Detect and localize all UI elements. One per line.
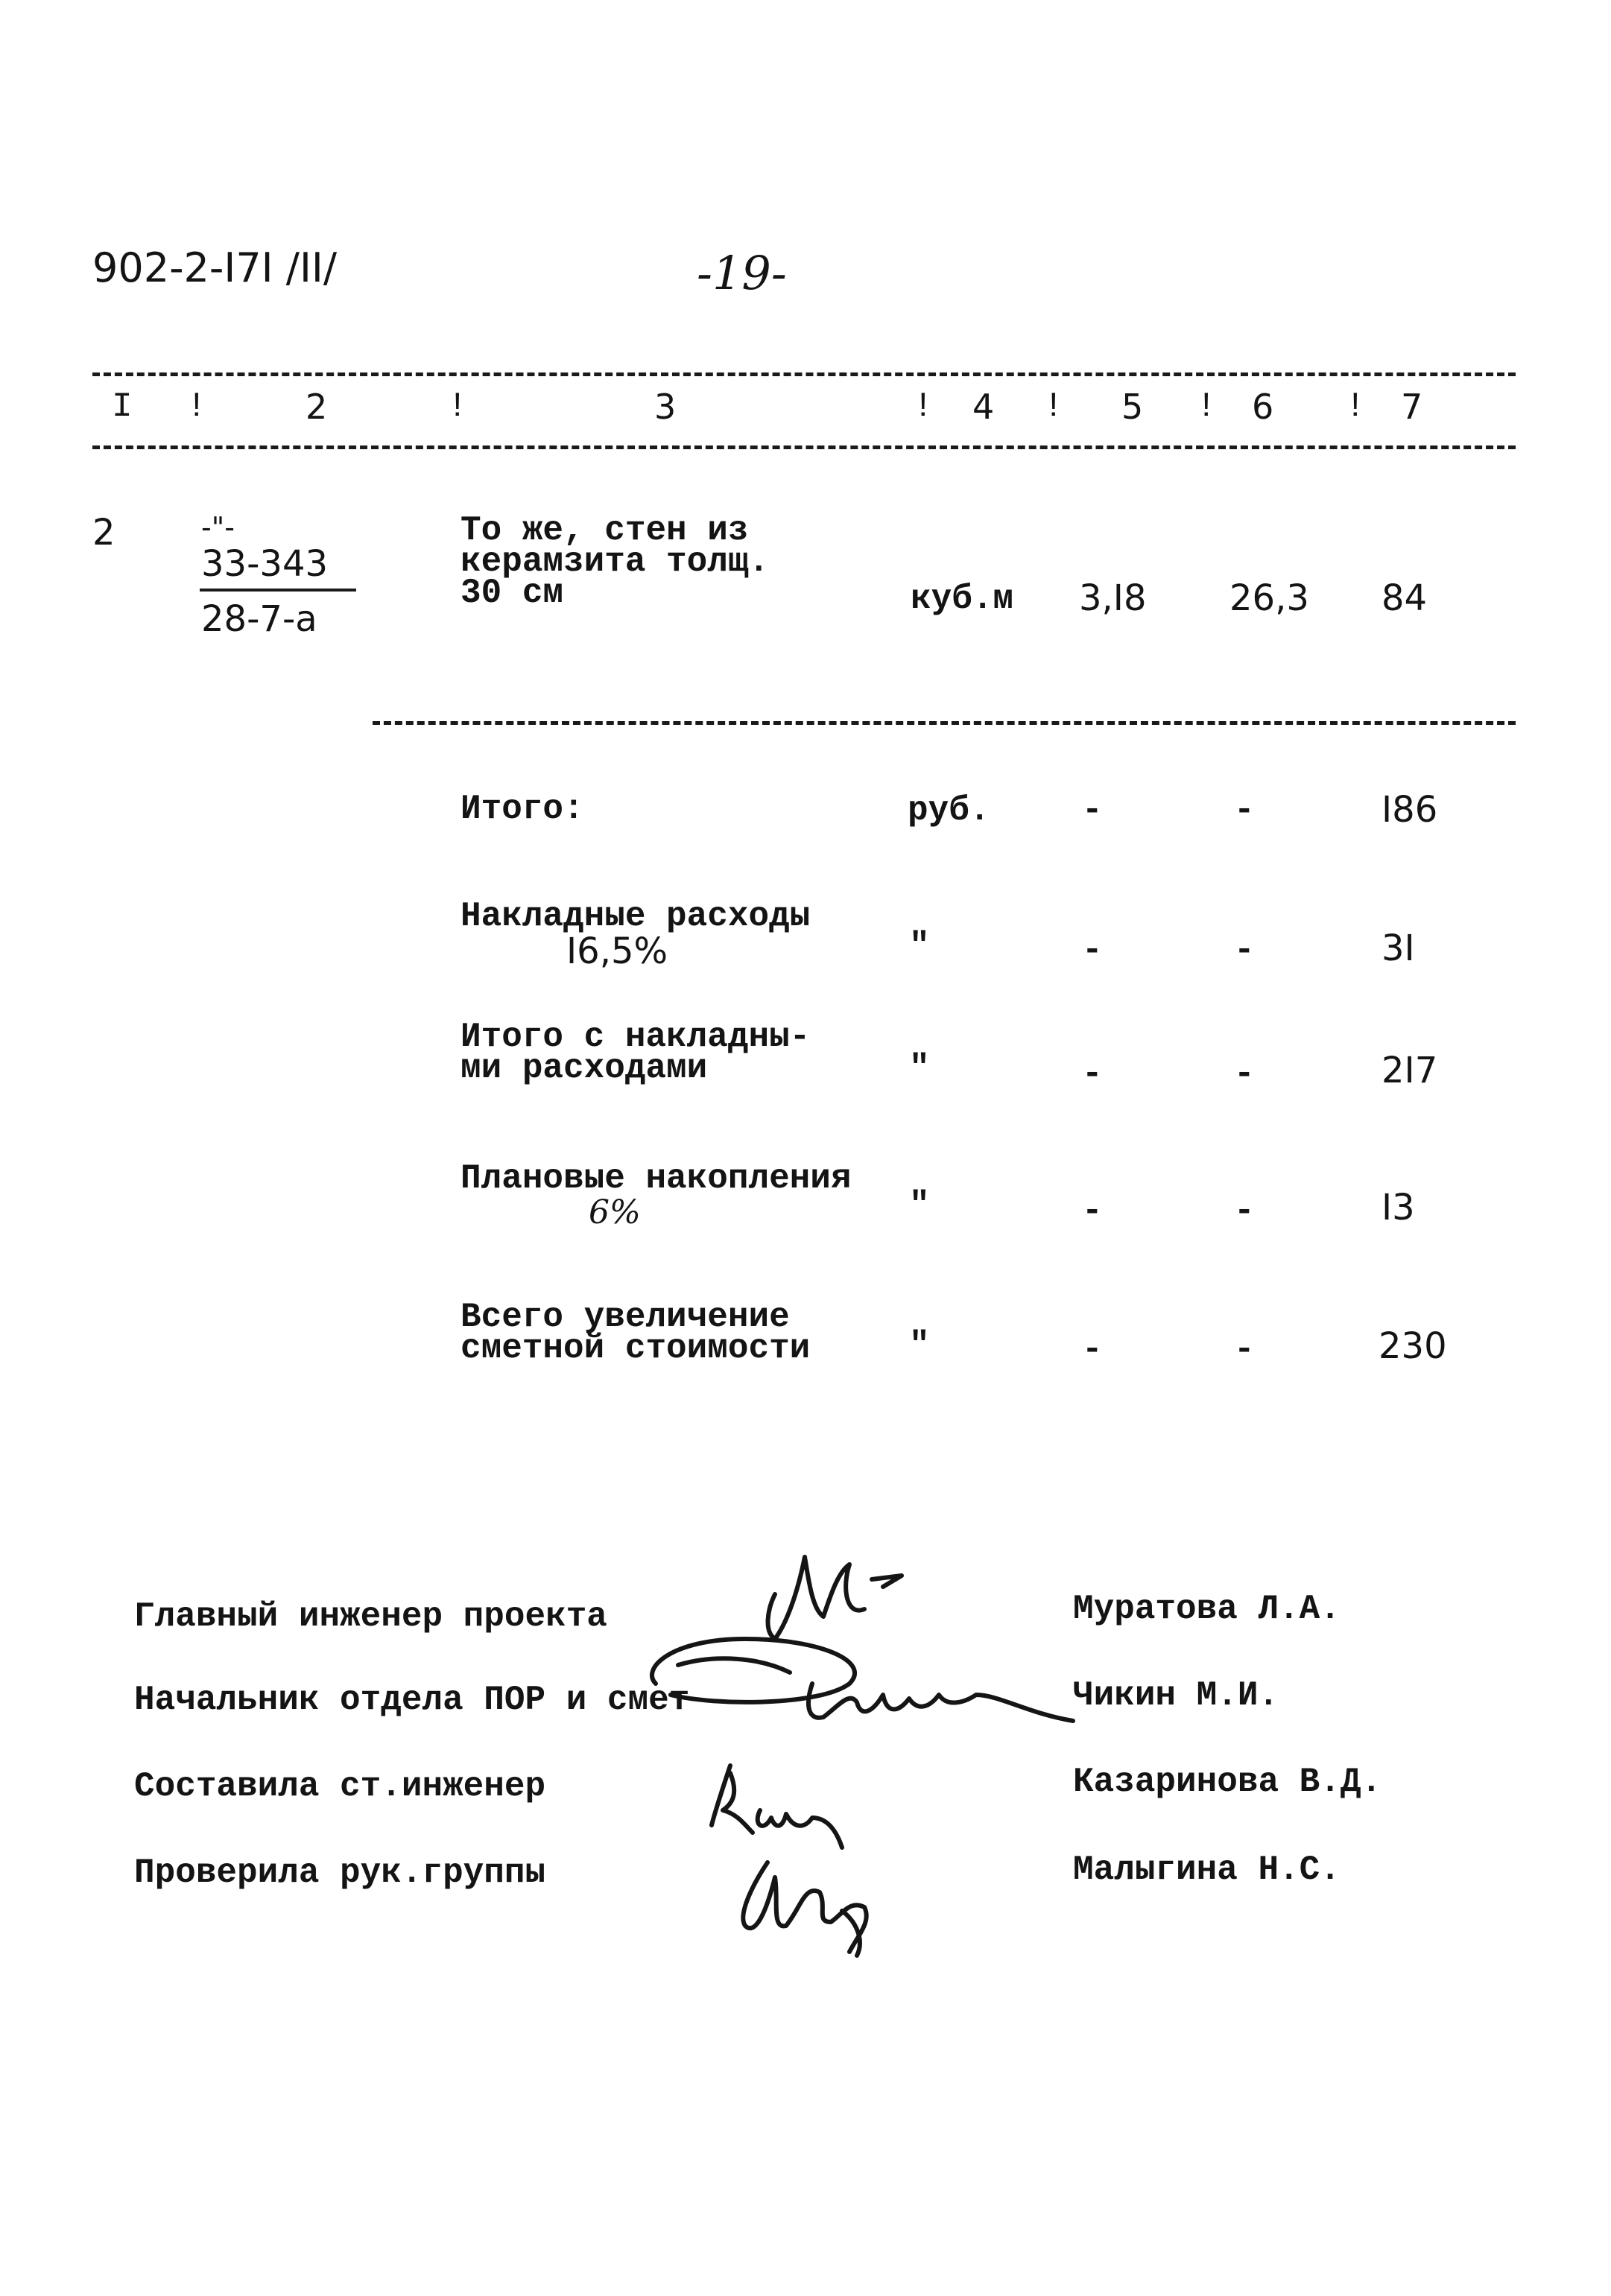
summary-unit: " bbox=[909, 1326, 930, 1365]
summary-total: I86 bbox=[1381, 789, 1438, 831]
row-description-line: 30 см bbox=[460, 574, 564, 612]
col-separator: ! bbox=[1043, 387, 1064, 426]
summary-dash: - bbox=[1082, 1331, 1103, 1369]
signatory-role: Составила ст.инженер bbox=[134, 1767, 546, 1806]
summary-dash: - bbox=[1082, 1055, 1103, 1094]
summary-dash: - bbox=[1234, 931, 1255, 970]
signature-stroke bbox=[872, 1576, 902, 1587]
summary-label-sub: сметной стоимости bbox=[460, 1329, 811, 1368]
col-separator: ! bbox=[913, 387, 934, 426]
signature-stroke bbox=[743, 1862, 866, 1956]
signature-stroke bbox=[808, 1684, 1073, 1721]
summary-unit: " bbox=[909, 927, 930, 965]
signature-stroke bbox=[678, 1658, 790, 1672]
col-separator: ! bbox=[1345, 387, 1366, 426]
summary-total: I3 bbox=[1381, 1187, 1415, 1228]
row-quantity: 3,I8 bbox=[1079, 577, 1147, 619]
table-header-rule bbox=[92, 445, 1516, 449]
signatory-name: Муратова Л.А. bbox=[1073, 1590, 1341, 1629]
summary-label: Итого с накладны- bbox=[460, 1018, 811, 1056]
signature-stroke bbox=[758, 1810, 842, 1848]
col-header-4: 4 bbox=[972, 387, 995, 427]
summary-total: 2I7 bbox=[1381, 1050, 1438, 1091]
summary-dash: - bbox=[1082, 1192, 1103, 1231]
summary-total: 230 bbox=[1379, 1325, 1447, 1367]
col-separator: ! bbox=[447, 387, 468, 426]
page-number: -19- bbox=[697, 246, 787, 300]
signatory-role: Начальник отдела ПОР и смет bbox=[134, 1681, 690, 1719]
col-separator: ! bbox=[186, 387, 207, 426]
summary-dash: - bbox=[1234, 1192, 1255, 1231]
price-reference: 28-7-a bbox=[201, 598, 317, 640]
summary-dash: - bbox=[1234, 1331, 1255, 1369]
signature-stroke bbox=[768, 1557, 864, 1639]
col-header-2: 2 bbox=[306, 387, 328, 427]
signature-stroke bbox=[712, 1766, 753, 1833]
row-unit-price: 26,3 bbox=[1229, 577, 1309, 619]
summary-dash: - bbox=[1234, 1055, 1255, 1094]
row-number: 2 bbox=[92, 512, 115, 554]
signatory-name: Малыгина Н.С. bbox=[1073, 1851, 1341, 1889]
summary-unit: " bbox=[909, 1186, 930, 1225]
document-code: 902-2-I7I /II/ bbox=[92, 244, 338, 291]
summary-label: Плановые накопления bbox=[460, 1159, 852, 1198]
col-header-3: 3 bbox=[654, 387, 677, 427]
row-description-line: То же, стен из bbox=[460, 511, 749, 550]
summary-label-sub: I6,5% bbox=[566, 930, 668, 972]
row-unit: куб.м bbox=[911, 580, 1014, 618]
summary-label: Всего увеличение bbox=[460, 1298, 790, 1336]
summary-dash: - bbox=[1082, 791, 1103, 830]
col-header-6: 6 bbox=[1252, 387, 1274, 427]
col-header-1: I bbox=[112, 387, 133, 426]
summary-dash: - bbox=[1234, 791, 1255, 830]
signature-stroke bbox=[652, 1639, 855, 1702]
handwritten-signatures bbox=[626, 1535, 1088, 1959]
signatory-role: Главный инженер проекта bbox=[134, 1597, 607, 1636]
summary-unit: " bbox=[909, 1049, 930, 1088]
summary-rule bbox=[373, 721, 1516, 725]
summary-unit: руб. bbox=[908, 791, 990, 830]
summary-label-sub: 6% bbox=[589, 1193, 641, 1231]
norm-reference: 33-343 bbox=[201, 543, 329, 585]
signatory-name: Казаринова В.Д. bbox=[1073, 1763, 1382, 1801]
col-header-7: 7 bbox=[1401, 387, 1423, 427]
col-header-5: 5 bbox=[1121, 387, 1144, 427]
row-description-line: керамзита толщ. bbox=[460, 542, 770, 581]
ditto-mark: -"- bbox=[201, 511, 235, 544]
table-top-rule bbox=[92, 372, 1516, 376]
summary-label: Накладные расходы bbox=[460, 897, 811, 936]
col-separator: ! bbox=[1196, 387, 1217, 426]
summary-label-sub: ми расходами bbox=[460, 1049, 708, 1088]
summary-total: 3I bbox=[1381, 927, 1415, 969]
signatory-role: Проверила рук.группы bbox=[134, 1853, 546, 1892]
row-total: 84 bbox=[1381, 577, 1428, 619]
summary-dash: - bbox=[1082, 931, 1103, 970]
summary-label: Итого: bbox=[460, 790, 584, 828]
fraction-bar bbox=[200, 589, 356, 592]
signatory-name: Чикин М.И. bbox=[1073, 1676, 1279, 1715]
